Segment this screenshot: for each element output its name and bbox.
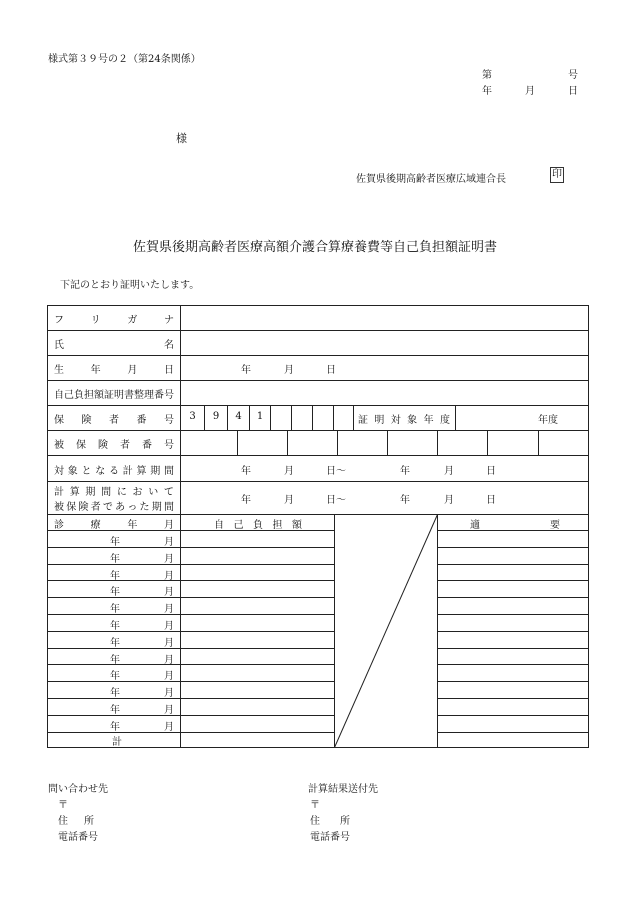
birth-month: 月 bbox=[284, 365, 294, 376]
furigana-label: フ リ ガ ナ bbox=[54, 315, 174, 326]
intro-text: 下記のとおり証明いたします。 bbox=[60, 280, 200, 291]
inquiry-postal: 〒 bbox=[58, 800, 68, 811]
row-year-label: 年 bbox=[110, 571, 120, 582]
birth-day: 日 bbox=[326, 365, 336, 376]
period-start-month: 月 bbox=[284, 466, 294, 477]
insurer-digit-2: 9 bbox=[212, 411, 220, 422]
insurer-digit-1: 3 bbox=[189, 411, 196, 422]
cert-year-label: 証 明 対 象 年 度 bbox=[358, 415, 450, 426]
row-month-label: 月 bbox=[164, 621, 174, 632]
cert-year-suffix: 年度 bbox=[538, 415, 558, 426]
document-title: 佐賀県後期高齢者医療高額介護合算療養費等自己負担額証明書 bbox=[132, 240, 497, 255]
total-label: 計 bbox=[112, 737, 122, 748]
inquiry-phone: 電話番号 bbox=[58, 832, 98, 843]
col-amount-header: 自 己 負 担 額 bbox=[214, 520, 302, 531]
recipient-postal: 〒 bbox=[310, 800, 320, 811]
col-notes-header: 適 要 bbox=[470, 520, 560, 531]
row-month-label: 月 bbox=[164, 671, 174, 682]
row-year-label: 年 bbox=[110, 604, 120, 615]
cert-number-label: 自己負担額証明書整理番号 bbox=[54, 390, 174, 401]
row-year-label: 年 bbox=[110, 587, 120, 598]
row-month-label: 月 bbox=[164, 705, 174, 716]
recipient-address: 住 所 bbox=[310, 816, 350, 827]
insured-period-start-month: 月 bbox=[284, 495, 294, 506]
row-month-label: 月 bbox=[164, 655, 174, 666]
row-month-label: 月 bbox=[164, 688, 174, 699]
insured-period-end-month: 月 bbox=[444, 495, 454, 506]
number-suffix: 号 bbox=[568, 70, 578, 81]
name-label: 氏 名 bbox=[54, 340, 174, 351]
issue-day: 日 bbox=[568, 86, 578, 97]
insured-period-label-line2: 被 保 険 者 で あ っ た 期 間 bbox=[54, 502, 174, 513]
recipient-phone: 電話番号 bbox=[310, 832, 350, 843]
row-year-label: 年 bbox=[110, 638, 120, 649]
period-end-year: 年 bbox=[400, 466, 410, 477]
addressee-suffix: 様 bbox=[176, 132, 187, 145]
col-month-header: 診 療 年 月 bbox=[54, 520, 174, 531]
birthdate-label: 生 年 月 日 bbox=[54, 365, 174, 376]
row-month-label: 月 bbox=[164, 537, 174, 548]
row-year-label: 年 bbox=[110, 655, 120, 666]
insured-number-label: 被 保 険 者 番 号 bbox=[54, 440, 174, 451]
row-year-label: 年 bbox=[110, 554, 120, 565]
inquiry-title: 問い合わせ先 bbox=[48, 784, 108, 795]
row-month-label: 月 bbox=[164, 587, 174, 598]
insured-period-start-day: 日〜 bbox=[326, 495, 346, 506]
insurer-digit-3: 4 bbox=[235, 411, 242, 422]
row-year-label: 年 bbox=[110, 621, 120, 632]
insured-period-start-year: 年 bbox=[241, 495, 251, 506]
period-start-year: 年 bbox=[241, 466, 251, 477]
inquiry-contact bbox=[48, 782, 108, 846]
insurer-number-label: 保 険 者 番 号 bbox=[54, 415, 174, 426]
seal-mark: 印 bbox=[550, 167, 564, 183]
period-label: 対 象 と な る 計 算 期 間 bbox=[54, 466, 174, 477]
result-recipient bbox=[308, 782, 378, 846]
issuer-name: 佐賀県後期高齢者医療広域連合長 bbox=[356, 174, 506, 185]
row-month-label: 月 bbox=[164, 554, 174, 565]
insured-period-end-year: 年 bbox=[400, 495, 410, 506]
row-month-label: 月 bbox=[164, 722, 174, 733]
issue-month: 月 bbox=[525, 86, 535, 97]
issue-year: 年 bbox=[482, 86, 492, 97]
form-number: 様式第３９号の２（第24条関係） bbox=[48, 54, 201, 65]
insurer-digit-4: 1 bbox=[256, 411, 264, 422]
birth-year: 年 bbox=[241, 365, 251, 376]
period-end-month: 月 bbox=[444, 466, 454, 477]
period-start-day: 日〜 bbox=[326, 466, 346, 477]
row-month-label: 月 bbox=[164, 571, 174, 582]
row-year-label: 年 bbox=[110, 722, 120, 733]
row-year-label: 年 bbox=[110, 671, 120, 682]
row-month-label: 月 bbox=[164, 604, 174, 615]
row-month-label: 月 bbox=[164, 638, 174, 649]
recipient-title: 計算結果送付先 bbox=[308, 784, 378, 795]
insured-period-label-line1: 計 算 期 間 に お い て bbox=[54, 487, 174, 498]
inquiry-address: 住 所 bbox=[58, 816, 94, 827]
period-end-day: 日 bbox=[486, 466, 496, 477]
row-year-label: 年 bbox=[110, 537, 120, 548]
number-prefix: 第 bbox=[482, 70, 492, 81]
row-year-label: 年 bbox=[110, 688, 120, 699]
row-year-label: 年 bbox=[110, 705, 120, 716]
insured-period-end-day: 日 bbox=[486, 495, 496, 506]
